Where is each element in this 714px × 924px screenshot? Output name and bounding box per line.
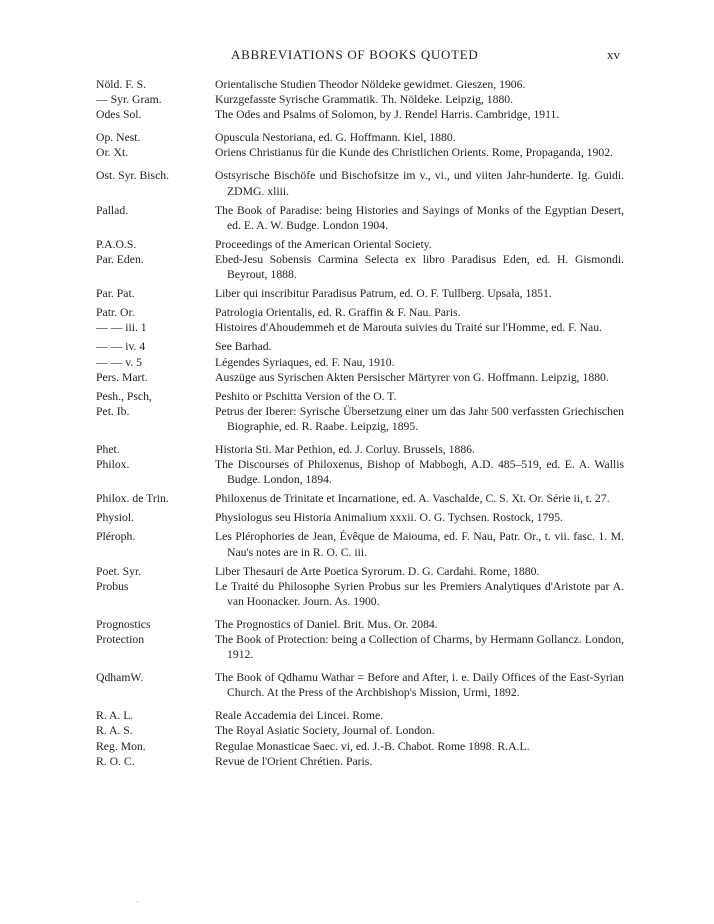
list-item <box>96 286 624 301</box>
entry-description: Proceedings of the American Oriental Society. <box>215 237 432 251</box>
entry-abbreviation: Nöld. F. S. <box>96 78 147 91</box>
list-item <box>96 617 624 632</box>
entry-description: Légendes Syriaques, ed. F. Nau, 1910. <box>215 355 395 369</box>
entry-abbreviation: Or. Xt. <box>96 146 129 160</box>
entry-abbreviation: P.A.O.S. <box>96 237 137 251</box>
list-item <box>96 491 624 506</box>
entry-abbreviation: R. O. C. <box>96 754 135 768</box>
footer-mark: · <box>136 898 139 907</box>
entry-abbreviation: Philox. de Trin. <box>96 492 169 506</box>
entry-abbreviation: Prognostics <box>96 617 151 631</box>
entry-description: See Barhad. <box>215 340 272 354</box>
entry-description: Peshito or Pschitta Version of the O. T. <box>215 389 397 403</box>
entry-description: Kurzgefasste Syrische Grammatik. Th. Nöldeke. Leipzig, 1880. <box>215 93 514 107</box>
entry-description: Historia Sti. Mar Pethion, ed. J. Corluy. Brussels, 1886. <box>215 442 475 456</box>
list-item <box>96 92 624 107</box>
entry-description: Oriens Christianus für die Kunde des Christlichen Orients. Rome, Propaganda, 1902. <box>215 146 613 160</box>
list-item <box>96 579 624 609</box>
entry-description: Auszüge aus Syrischen Akten Persischer Märtyrer von G. Hoffmann. Leipzig, 1880. <box>215 370 609 384</box>
list-item <box>96 203 624 233</box>
entry-abbreviation: Poet. Syr. <box>96 564 142 578</box>
entry-abbreviation: Par. Pat. <box>96 287 135 301</box>
entry-abbreviation: Op. Nest. <box>96 131 141 145</box>
entry-abbreviation: Pesh., Psch, <box>96 389 152 403</box>
list-item <box>96 389 624 404</box>
entry-description: The Prognostics of Daniel. Brit. Mus. Or. 2084. <box>215 617 438 631</box>
entry-description: Ebed-Jesu Sobensis Carmina Selecta ex libro Paradisus Eden, ed. H. Gismondi. Beyrout, 1888. <box>215 252 624 282</box>
abbreviation-list <box>96 77 624 769</box>
list-item <box>96 107 624 122</box>
entry-abbreviation: Odes Sol. <box>96 108 142 122</box>
entry-abbreviation: Pallad. <box>96 203 129 217</box>
entry-abbreviation: — — v. 5 <box>96 355 142 369</box>
entry-description: The Book of Paradise: being Histories and Sayings of Monks of the Egyptian Desert, ed. E. A. W. Budge. London 1904. <box>215 203 624 232</box>
entry-description: Ostsyrische Bischöfe und Bischofsitze im v., vi., und viiten Jahr-hunderte. Ig. Guidi. ZDMG. xliii. <box>215 169 624 198</box>
entry-abbreviation: Par. Eden. <box>96 252 144 266</box>
entry-abbreviation: — Syr. Gram. <box>96 93 162 107</box>
list-item <box>96 457 624 487</box>
entry-abbreviation: R. A. L. <box>96 709 134 723</box>
entry-abbreviation: — — iv. 4 <box>96 340 146 354</box>
list-item <box>96 708 624 723</box>
list-item <box>96 670 624 700</box>
list-item <box>96 145 624 160</box>
entry-description: The Book of Protection: being a Collection of Charms, by Hermann Gollancz. London, 1912. <box>215 633 624 662</box>
list-item <box>96 754 624 769</box>
list-item <box>96 510 624 525</box>
list-item <box>96 237 624 252</box>
list-item <box>96 305 624 320</box>
list-item <box>96 252 624 282</box>
list-item <box>96 339 624 354</box>
entry-abbreviation: Pléroph. <box>96 530 136 544</box>
list-item <box>96 168 624 198</box>
list-item <box>96 77 624 92</box>
entry-description: Reale Accademia dei Lincei. Rome. <box>215 709 384 723</box>
entry-abbreviation: Phet. <box>96 442 120 456</box>
entry-description: The Discourses of Philoxenus, Bishop of Mabbogh, A.D. 485–519, ed. E. A. Wallis Budge. London, 1894. <box>215 458 624 487</box>
entry-abbreviation: R. A. S. <box>96 724 133 738</box>
list-item <box>96 442 624 457</box>
list-item <box>96 564 624 579</box>
entry-abbreviation: QdhamW. <box>96 671 144 685</box>
list-item <box>96 355 624 370</box>
entry-description: Les Plérophories de Jean, Évêque de Maiouma, ed. F. Nau, Patr. Or., t. vii. fasc. 1. M. Nau's notes are in R. O. C. iii. <box>215 530 624 559</box>
list-item <box>96 370 624 385</box>
entry-abbreviation: Physiol. <box>96 511 134 525</box>
entry-abbreviation: Pers. Mart. <box>96 370 148 384</box>
list-item <box>96 632 624 662</box>
entry-description: Liber Thesauri de Arte Poetica Syrorum. D. G. Cardahi. Rome, 1880. <box>215 564 540 578</box>
entry-description: The Royal Asiatic Society, Journal of. London. <box>215 724 435 738</box>
entry-description: Opuscula Nestoriana, ed. G. Hoffmann. Kiel, 1880. <box>215 131 456 145</box>
list-item <box>96 320 624 335</box>
page-title: ABBREVIATIONS OF BOOKS QUOTED <box>231 47 479 62</box>
entry-abbreviation: Protection <box>96 633 145 646</box>
entry-description: Physiologus seu Historia Animalium xxxii. O. G. Tychsen. Rostock, 1795. <box>215 511 563 525</box>
entry-description: The Odes and Psalms of Solomon, by J. Rendel Harris. Cambridge, 1911. <box>215 108 560 122</box>
entry-abbreviation: Philox. <box>96 458 130 472</box>
page-number: xv <box>607 47 620 62</box>
entry-description: Orientalische Studien Theodor Nöldeke gewidmet. Gieszen, 1906. <box>215 78 526 91</box>
list-item <box>96 404 624 434</box>
list-item <box>96 130 624 145</box>
entry-description: Revue de l'Orient Chrétien. Paris. <box>215 754 373 768</box>
list-item <box>96 529 624 559</box>
entry-description: Le Traité du Philosophe Syrien Probus sur les Premiers Analytiques d'Aristote par A. van Hoonacker. Journ. As. 1900. <box>215 579 624 608</box>
list-item <box>96 723 624 738</box>
running-header <box>96 47 620 65</box>
entry-abbreviation: Probus <box>96 579 129 593</box>
entry-description: Patrologia Orientalis, ed. R. Graffin & F. Nau. Paris. <box>215 306 461 320</box>
entry-abbreviation: — — iii. 1 <box>96 321 147 335</box>
entry-description: Philoxenus de Trinitate et Incarnatione, ed. A. Vaschalde, C. S. Xt. Or. Série ii, t. 27. <box>215 492 610 506</box>
entry-abbreviation: Pet. Ib. <box>96 404 130 418</box>
entry-abbreviation: Ost. Syr. Bisch. <box>96 169 170 183</box>
entry-description: Regulae Monasticae Saec. vi, ed. J.-B. Chabot. Rome 1898. R.A.L. <box>215 739 530 753</box>
entry-abbreviation: Patr. Or. <box>96 306 135 320</box>
list-item <box>96 739 624 754</box>
entry-description: Petrus der Iberer: Syrische Übersetzung einer um das Jahr 500 verfassten Griechischen Biographie, ed. R. Raabe. Leipzig, 1895. <box>215 404 624 433</box>
entry-abbreviation: Reg. Mon. <box>96 739 146 753</box>
entry-description: The Book of Qdhamu Wathar = Before and After, i. e. Daily Offices of the East-Syrian Church. At the Press of the Archbishop's Mission, Urmi, 1892. <box>215 671 624 700</box>
entry-description: Histoires d'Ahoudemmeh et de Marouta suivies du Traité sur l'Homme, ed. F. Nau. <box>215 321 602 335</box>
entry-description: Liber qui inscribitur Paradisus Patrum, ed. O. F. Tullberg. Upsala, 1851. <box>215 287 552 301</box>
